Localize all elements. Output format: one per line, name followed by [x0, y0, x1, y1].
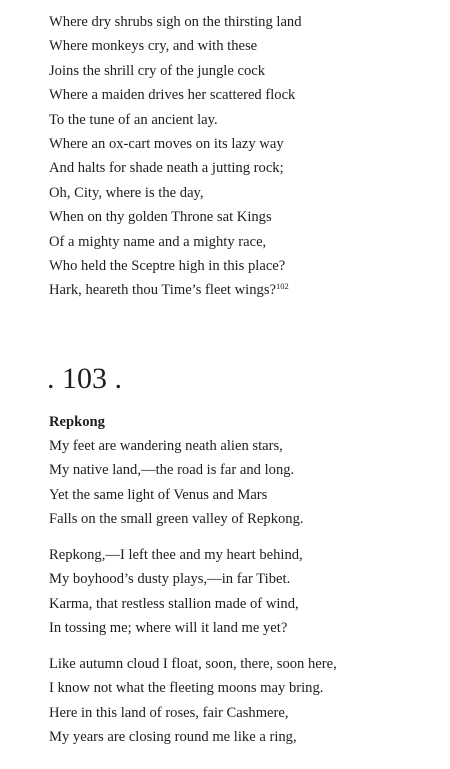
verse-line: Where monkeys cry, and with these: [49, 38, 258, 55]
footnote-marker[interactable]: 102: [275, 281, 289, 292]
verse-line: When on thy golden Throne sat Kings: [49, 209, 272, 226]
verse-line: Falls on the small green valley of Repkong.: [49, 511, 304, 528]
verse-line: And halts for shade neath a jutting rock;: [49, 160, 284, 177]
verse-line: Where an ox-cart moves on its lazy way: [49, 136, 284, 153]
number-suffix-dot: .: [114, 362, 122, 395]
verse-line: Oh, City, where is the day,: [49, 184, 204, 201]
poem-number-heading: [47, 359, 122, 399]
poem-number: 103: [62, 362, 107, 395]
poem-title: Repkong: [49, 414, 105, 430]
verse-line: Repkong,—I left thee and my heart behind,: [49, 547, 303, 563]
previous-poem-ending: [49, 10, 302, 303]
verse-line-with-footnote: [49, 278, 302, 302]
stanza-3: [49, 652, 337, 750]
verse-line: Like autumn cloud I float, soon, there, soon here,: [49, 656, 337, 672]
verse-line: Joins the shrill cry of the jungle cock: [49, 62, 266, 79]
verse-line: Here in this land of roses, fair Cashmere,: [49, 704, 289, 721]
verse-line: Where dry shrubs sigh on the thirsting land: [49, 14, 302, 30]
verse-line: My boyhood’s dusty plays,—in far Tibet.: [49, 571, 291, 588]
verse-line-text: Hark, heareth thou Time’s fleet wings?: [49, 282, 276, 299]
verse-line: My native land,—the road is far and long.: [49, 462, 295, 479]
stanza-2: [49, 543, 303, 641]
verse-line: My feet are wandering neath alien stars,: [49, 438, 283, 454]
stanza-1: [49, 434, 304, 532]
verse-line: Where a maiden drives her scattered flock: [49, 87, 296, 104]
verse-line: To the tune of an ancient lay.: [49, 111, 218, 128]
verse-line: My years are closing round me like a ring,: [49, 729, 297, 746]
number-prefix-dot: .: [47, 362, 55, 395]
verse-line: In tossing me; where will it land me yet?: [49, 620, 288, 637]
verse-line: Yet the same light of Venus and Mars: [49, 486, 268, 503]
verse-line: I know not what the fleeting moons may bring.: [49, 680, 324, 697]
verse-line: Karma, that restless stallion made of wind,: [49, 595, 299, 612]
verse-line: Who held the Sceptre high in this place?: [49, 258, 286, 275]
verse-line: Of a mighty name and a mighty race,: [49, 233, 267, 250]
